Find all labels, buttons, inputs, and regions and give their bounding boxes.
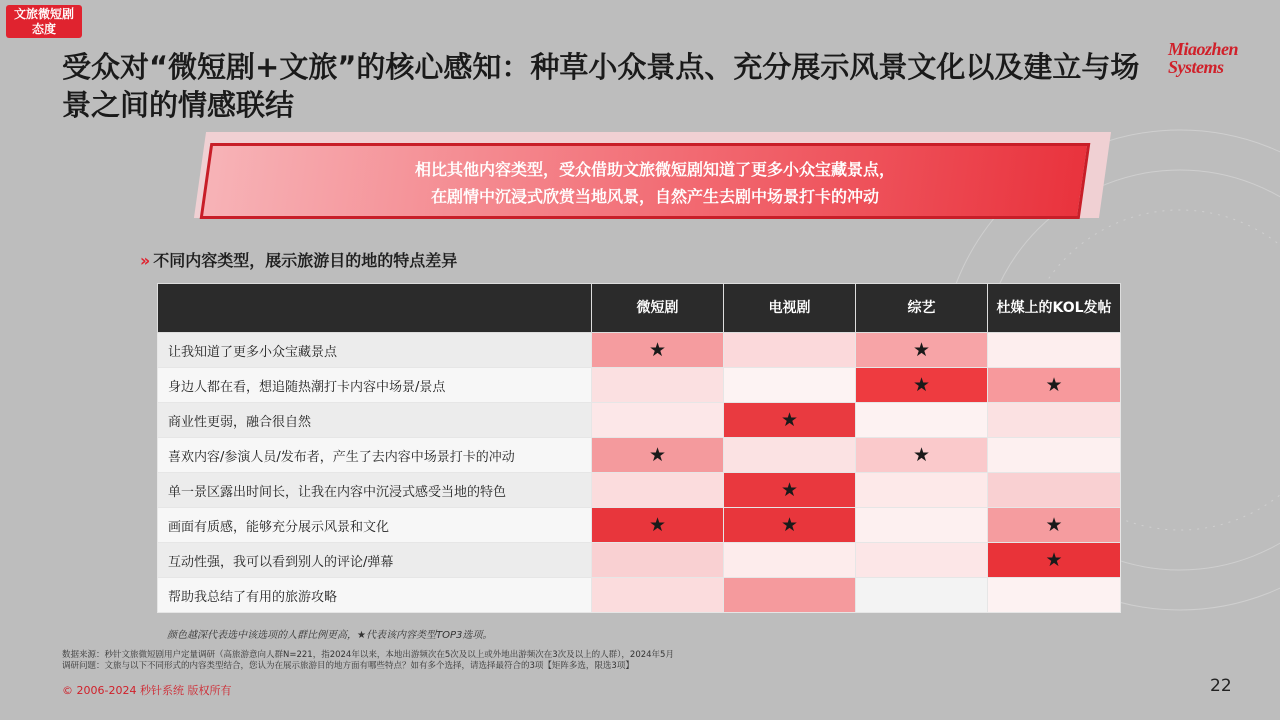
matrix-cell xyxy=(988,403,1121,438)
table-row xyxy=(158,578,1121,613)
star-icon: ★ xyxy=(1045,549,1063,571)
matrix-cell xyxy=(856,368,988,403)
star-icon: ★ xyxy=(648,514,667,536)
logo-line1: Miaozhen xyxy=(1168,39,1239,59)
table-row xyxy=(158,508,1121,543)
matrix-cell xyxy=(856,403,988,438)
matrix-cell xyxy=(988,438,1121,473)
logo-line2: Systems xyxy=(1168,57,1224,77)
matrix-cell xyxy=(988,543,1121,578)
matrix-cell xyxy=(592,543,724,578)
matrix-cell xyxy=(856,333,988,368)
matrix-cell xyxy=(856,438,988,473)
matrix-cell xyxy=(724,333,856,368)
header-kol-post: 杜媒上的KOL发帖 xyxy=(988,284,1121,333)
matrix-cell xyxy=(592,438,724,473)
matrix-cell xyxy=(592,333,724,368)
matrix-cell xyxy=(724,438,856,473)
matrix-cell xyxy=(988,368,1121,403)
matrix-cell xyxy=(988,578,1121,613)
row-label: 喜欢内容/参演人员/发布者，产生了去内容中场景打卡的冲动 xyxy=(158,438,592,473)
row-label: 单一景区露出时间长，让我在内容中沉浸式感受当地的特色 xyxy=(158,473,592,508)
table-row xyxy=(158,543,1121,578)
matrix-body xyxy=(158,333,1121,613)
miaozhen-logo xyxy=(1168,40,1258,88)
matrix-cell xyxy=(592,508,724,543)
page-number: 22 xyxy=(1210,676,1232,696)
matrix-cell xyxy=(592,368,724,403)
table-row xyxy=(158,333,1121,368)
header-blank xyxy=(158,284,592,333)
row-label: 互动性强，我可以看到别人的评论/弹幕 xyxy=(158,543,592,578)
matrix-cell xyxy=(856,543,988,578)
key-message-line1: 相比其他内容类型，受众借助文旅微短剧知道了更多小众宝藏景点， xyxy=(414,160,895,179)
header-tv-drama: 电视剧 xyxy=(724,284,856,333)
star-icon: ★ xyxy=(648,339,667,361)
star-icon: ★ xyxy=(912,339,931,361)
matrix-cell xyxy=(988,333,1121,368)
matrix-cell xyxy=(592,473,724,508)
star-icon: ★ xyxy=(648,444,667,466)
matrix-cell xyxy=(724,368,856,403)
section-tag-line2: 态度 xyxy=(31,22,56,36)
source-line2: 调研问题：文旅与以下不同形式的内容类型结合，您认为在展示旅游目的地方面有哪些特点？如有多个选择，请选择最符合的3项【矩阵多选，限选3项】 xyxy=(62,661,634,671)
content-type-matrix xyxy=(157,283,1121,613)
star-icon: ★ xyxy=(912,444,931,466)
matrix-cell xyxy=(724,403,856,438)
matrix-cell xyxy=(592,578,724,613)
slide-title: 受众对“微短剧+文旅”的核心感知：种草小众景点、充分展示风景文化以及建立与场景之间的情感联结 xyxy=(62,50,1140,122)
star-icon: ★ xyxy=(780,409,799,431)
table-row xyxy=(158,473,1121,508)
star-icon: ★ xyxy=(1045,374,1063,396)
matrix-cell xyxy=(592,403,724,438)
source-notes xyxy=(62,650,674,672)
source-line1: 数据来源：秒针文旅微短剧用户定量调研（高旅游意向人群N=221，指2024年以来，本地出游频次在5次及以上或外地出游频次在3次及以上的人群），2024年5月 xyxy=(62,650,674,660)
header-micro-drama: 微短剧 xyxy=(592,284,724,333)
row-label: 商业性更弱，融合很自然 xyxy=(158,403,592,438)
matrix-cell xyxy=(988,473,1121,508)
matrix-cell xyxy=(988,508,1121,543)
section-tag-line1: 文旅微短剧 xyxy=(13,7,74,21)
copyright-text: © 2006-2024 秒针系统 版权所有 xyxy=(62,684,232,697)
matrix-cell xyxy=(856,578,988,613)
row-label: 帮助我总结了有用的旅游攻略 xyxy=(158,578,592,613)
matrix-cell xyxy=(724,473,856,508)
matrix-cell xyxy=(724,578,856,613)
matrix-cell xyxy=(724,508,856,543)
star-icon: ★ xyxy=(1045,514,1063,536)
subheading-text: 不同内容类型，展示旅游目的地的特点差异 xyxy=(153,251,458,270)
matrix-header-row xyxy=(158,284,1121,333)
row-label: 画面有质感，能够充分展示风景和文化 xyxy=(158,508,592,543)
section-subheading xyxy=(140,248,457,271)
row-label: 身边人都在看，想追随热潮打卡内容中场景/景点 xyxy=(158,368,592,403)
star-icon: ★ xyxy=(912,374,931,396)
matrix-cell xyxy=(856,508,988,543)
matrix-cell xyxy=(856,473,988,508)
double-chevron-icon: ›› xyxy=(140,251,148,270)
key-message-line2: 在剧情中沉浸式欣赏当地风景，自然产生去剧中场景打卡的冲动 xyxy=(430,187,879,206)
matrix-cell xyxy=(724,543,856,578)
star-icon: ★ xyxy=(780,479,799,501)
table-row xyxy=(158,403,1121,438)
table-row xyxy=(158,368,1121,403)
legend-note: 颜色越深代表选中该选项的人群比例更高，★代表该内容类型TOP3选项。 xyxy=(167,630,493,641)
key-message-text xyxy=(260,156,1050,210)
table-row xyxy=(158,438,1121,473)
section-tag xyxy=(6,5,82,38)
row-label: 让我知道了更多小众宝藏景点 xyxy=(158,333,592,368)
header-variety-show: 综艺 xyxy=(856,284,988,333)
star-icon: ★ xyxy=(780,514,799,536)
